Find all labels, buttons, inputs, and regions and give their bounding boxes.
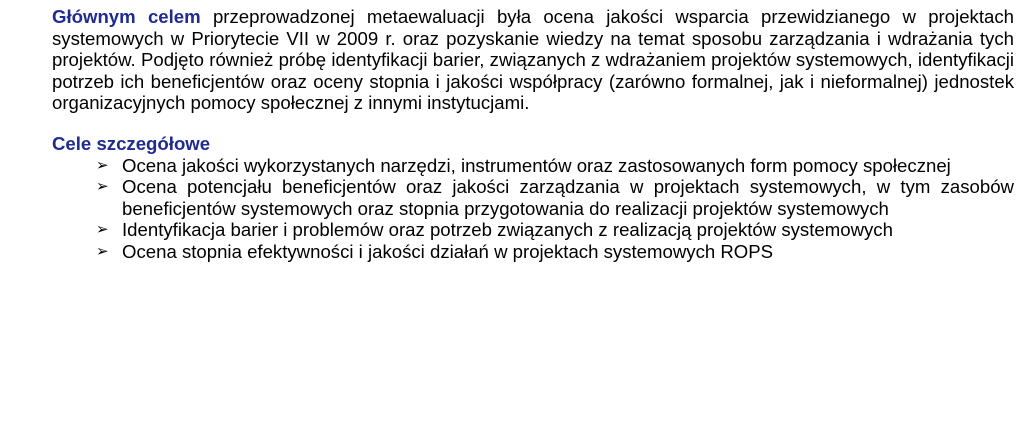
specific-goals-heading: Cele szczegółowe bbox=[52, 132, 211, 154]
goal-item bbox=[52, 219, 1014, 241]
specific-goals-list bbox=[52, 155, 1014, 263]
goal-text: Ocena jakości wykorzystanych narzędzi, instrumentów oraz zastosowanych form pomocy społecznej bbox=[122, 154, 951, 176]
goal-text: Ocena potencjału beneficjentów oraz jakości zarządzania w projektach systemowych, w tym zasobów beneficjentów systemowych oraz stopnia przygotowania do realizacji projektów systemowych bbox=[122, 176, 1014, 219]
goal-item bbox=[52, 155, 1014, 177]
arrow-bullet-icon: ➢ bbox=[96, 177, 109, 196]
intro-lead-bold: Głównym celem bbox=[52, 6, 201, 27]
goal-text: Ocena stopnia efektywności i jakości działań w projektach systemowych ROPS bbox=[122, 240, 774, 262]
arrow-bullet-icon: ➢ bbox=[96, 155, 109, 174]
intro-paragraph bbox=[52, 6, 1014, 114]
goal-text: Identyfikacja barier i problemów oraz potrzeb związanych z realizacją projektów systemowych bbox=[122, 219, 893, 241]
arrow-bullet-icon: ➢ bbox=[96, 220, 109, 239]
goal-item bbox=[52, 176, 1014, 219]
intro-text: przeprowadzonej metaewaluacji była ocena jakości wsparcia przewidzianego w projektach systemowych w Priorytecie VII w 2009 r. oraz pozyskanie wiedzy na temat sposobu zarządzania i wdrażania tych projektów. Podjęto również próbę identyfikacji barier, związanych z wdrażaniem projektów systemowych, identyfikacji potrzeb ich beneficjentów oraz oceny stopnia i jakości współpracy (zarówno formalnej, jak i nieformalnej) jednostek organizacyjnych pomocy społecznej z innymi instytucjami. bbox=[52, 6, 1014, 114]
goal-item bbox=[52, 241, 1014, 263]
arrow-bullet-icon: ➢ bbox=[96, 241, 109, 260]
